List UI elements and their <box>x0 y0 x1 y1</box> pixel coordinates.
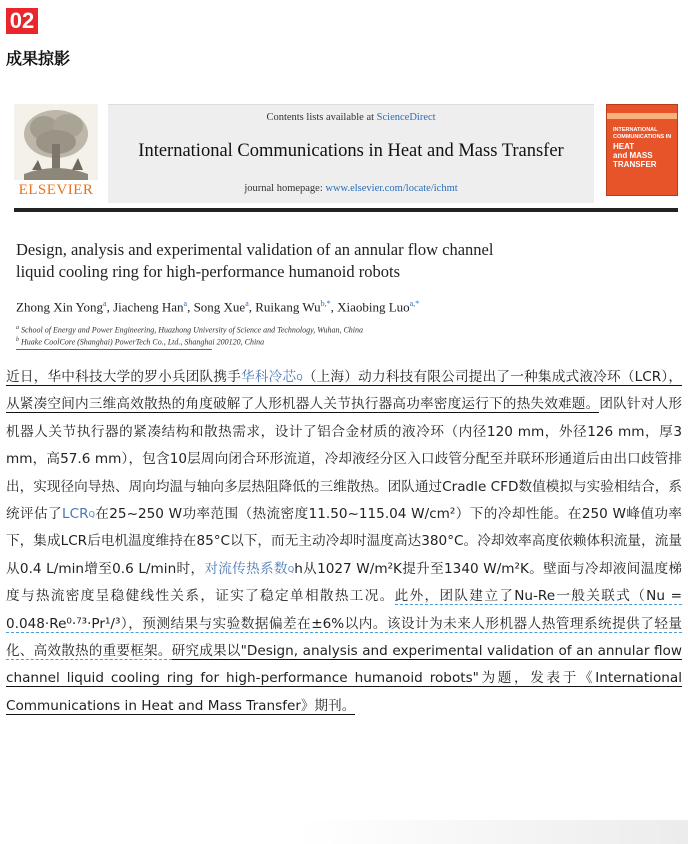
author-name: Jiacheng Han <box>113 299 184 315</box>
author-name: Song Xue <box>193 299 246 315</box>
contents-prefix: Contents lists available at <box>266 112 377 123</box>
author-sup: a,* <box>409 299 420 308</box>
journal-title-box <box>108 104 594 203</box>
body-sentence: 团队针对人形机器人关节执行器的紧凑结构和散热需求，设计了铝合金材质的液冷环（内径120 mm，外径126 mm，厚3 mm，高57.6 mm），包含10层周向闭合环形流道，冷却液经分区入口歧管分配至并联环形通道后由出口歧管排出，实现径向导热、周向均温与轴向多层热阻降低的三维散热。 <box>6 396 683 495</box>
search-icon[interactable]: Q <box>287 564 295 574</box>
body-text: 近日，华中科技大学的罗小兵团队携手 <box>6 369 242 385</box>
term-link-convection-coefficient[interactable]: 对流传热系数 <box>204 560 288 577</box>
body-sentence-underlined: 此外，团队建立了Nu-Re一般关联式（Nu = 0.048·Re⁰·⁷³·Pr¹/³），预测结果与实验数据偏差在±6%以内。该设计为未来人形机器人热管理系统提供了轻量化、高效散热的重要框架。 <box>6 588 682 660</box>
cover-title-line: INTERNATIONAL COMMUNICATIONS IN <box>613 127 672 140</box>
author-name: Xiaobing Luo <box>337 299 410 315</box>
body-text: 在25~250 W功率范围（热流密度11.50~115.04 W/cm²）下的冷却性能。在250 W峰值功率下，集成LCR后电机温度维持在85°C以下，而无主动冷却时温度高达380°C。冷却效率高度依赖体积流量，流量从0.4 L/min增至0.6 L/min时， <box>6 506 683 577</box>
journal-cover <box>606 104 678 196</box>
body-sentence-underlined: 研究成果以"Design, analysis and experimental validation of an annular flow channel liquid cooling ring for high-performance humanoid robots"为题，发表于《International Communications in Heat and Mass Transfer》期刊。 <box>6 643 682 714</box>
search-icon[interactable]: Q <box>88 510 95 520</box>
journal-homepage <box>108 183 594 194</box>
section-number-badge: 02 <box>6 8 38 34</box>
author-sup: b,* <box>320 299 331 308</box>
author-sup: a <box>245 299 249 308</box>
author-sup: a <box>183 299 188 308</box>
affiliation-sup: b <box>16 337 19 343</box>
journal-name: International Communications in Heat and Mass Transfer <box>138 141 564 161</box>
body-sentence <box>6 369 682 413</box>
affiliation-text: Huake CoolCore (Shanghai) PowerTech Co., Ltd., Shanghai 200120, China <box>21 337 265 347</box>
affiliation-sup: a <box>16 325 19 331</box>
paper-title <box>16 239 636 283</box>
bottom-shadow <box>300 820 688 844</box>
paper-title-line-2: liquid cooling ring for high-performance humanoid robots <box>16 262 400 281</box>
paper-title-line-1: Design, analysis and experimental validation of an annular flow channel <box>16 240 494 259</box>
cover-title-line: HEAT <box>613 142 635 151</box>
section-title: 成果掠影 <box>6 49 71 68</box>
cover-title <box>613 127 673 169</box>
author-sup: a <box>103 299 107 308</box>
homepage-prefix: journal homepage: <box>244 183 326 194</box>
author-list: Zhong Xin Yong$^a$, Jiacheng Han$^a$, Song Xue$^a$, Ruikang $Wu^{b,*}$, Xiaobing Luo$^{a,*}$ <box>16 299 420 315</box>
author-name: Zhong Xin Yong <box>16 299 104 315</box>
body-text: h从1027 W/m²K提升至1340 W/m²K。壁面与冷却液间温度梯度与热流密度呈稳健线性关系，证实了稳定单相散热工况。 <box>6 560 683 605</box>
affiliation-b <box>16 337 676 347</box>
author-name: Ruikang Wu <box>255 299 321 315</box>
elsevier-wordmark: ELSEVIER <box>18 182 94 198</box>
cover-title-line: and MASS <box>613 151 653 160</box>
term-link-lcr[interactable]: LCR <box>62 506 89 523</box>
affiliation-divider <box>16 349 212 350</box>
body-text: （上海）动力科技有限公司提出了一种集成式液冷环（LCR），从紧凑空间内三维高效散热的角度破解了人形机器人关节执行器高功率密度运行下的热失效难题。 <box>6 369 683 413</box>
cover-band <box>607 113 677 119</box>
sciencedirect-link[interactable]: ScienceDirect <box>376 112 436 123</box>
body-text: 团队通过Cradle CFD数值模拟与实验相结合，系统评估了 <box>6 478 683 523</box>
homepage-link[interactable]: www.elsevier.com/locate/ichmt <box>325 183 458 194</box>
article-body <box>6 364 682 720</box>
cover-title-line: TRANSFER <box>613 160 657 169</box>
journal-header <box>14 104 678 212</box>
term-link-huake[interactable]: 华科冷芯 <box>241 369 297 385</box>
affiliation-a <box>16 325 676 335</box>
search-icon[interactable]: Q <box>296 373 303 382</box>
contents-line <box>108 112 594 123</box>
affiliation-text: School of Energy and Power Engineering, Huazhong University of Science and Technology, Wuhan, China <box>21 325 364 335</box>
